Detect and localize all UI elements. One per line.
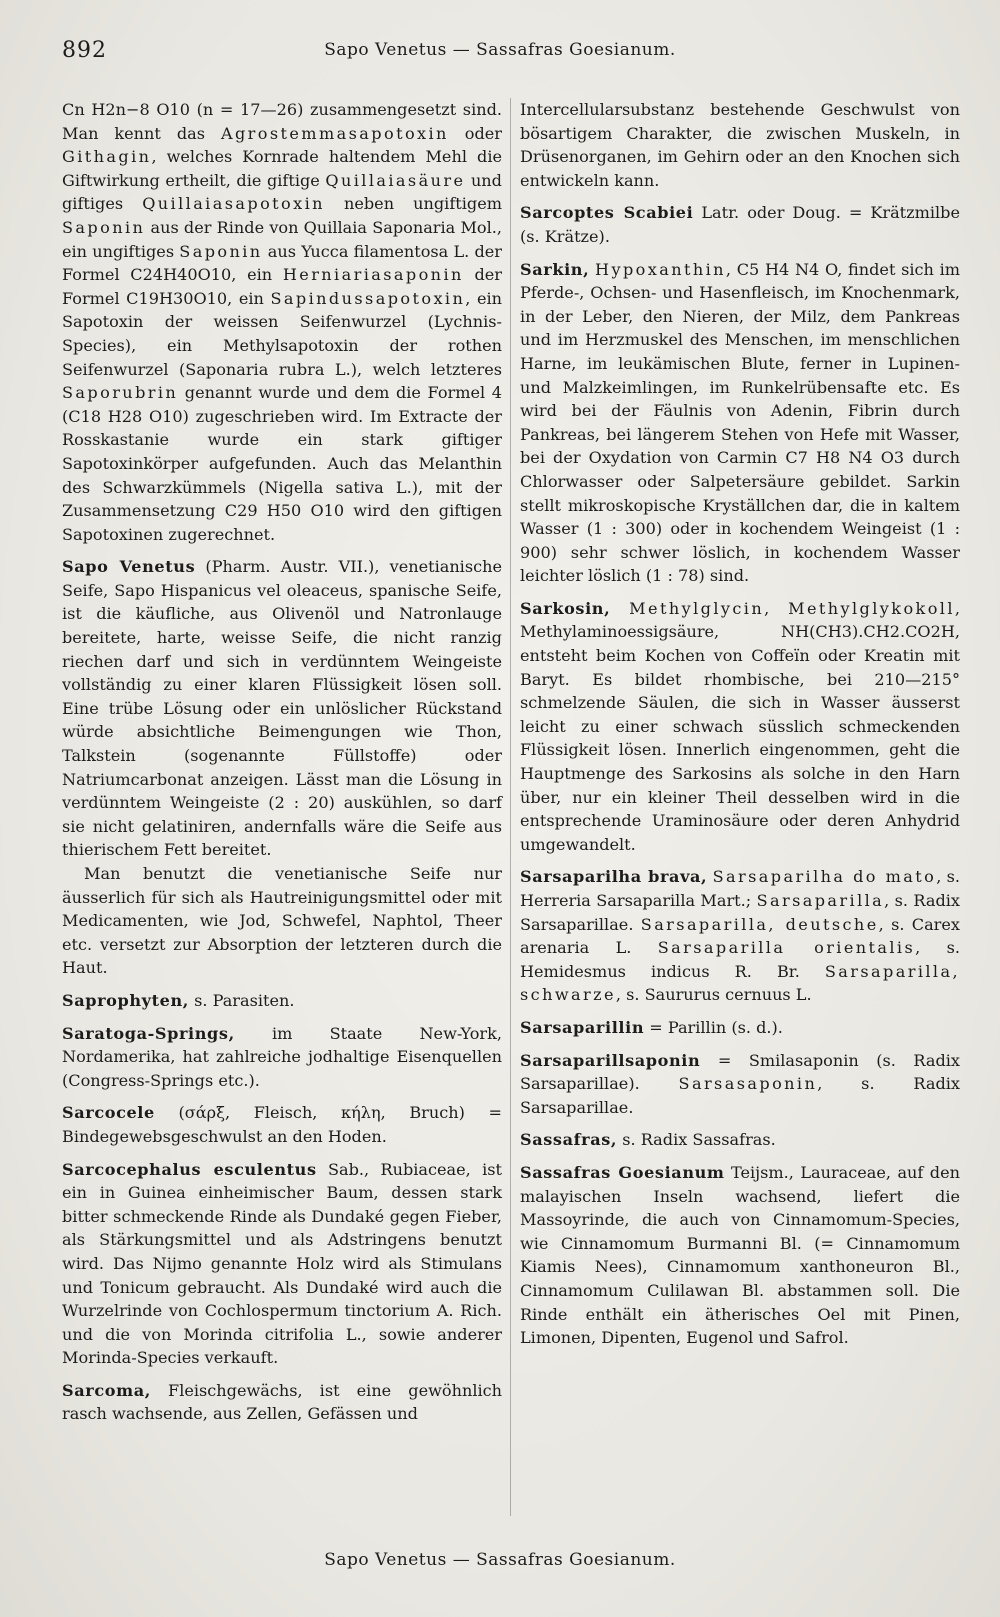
- entry-text: Teijsm., Lauraceae, auf den malayischen Inseln wachsend, liefert die Massoyrinde, die auch von Cinnamomum-Species, wie Cinnamomum Burmanni Bl. (= Cinnamomum Kiamis Nees), Cinnamomum xanthoneuron Bl., Cinnamomum Culilawan Bl. abstammen soll. Die Rinde enthält ein ätherisches Oel mit Pinen, Limonen, Dipenten, Eugenol und Safrol.: [520, 1162, 960, 1348]
- entry-headword: Sarcocephalus esculentus: [62, 1159, 317, 1179]
- text-run: aus Yucca filamentosa L. der Formel C24H40O10, ein: [62, 241, 502, 285]
- entry-headword: Sarkin,: [520, 259, 590, 279]
- entry-saratoga-springs: [62, 1022, 502, 1093]
- spaced-term: Saponin: [179, 241, 263, 261]
- entry-sassafras-goesianum: [520, 1161, 960, 1350]
- text-run: , s. Saururus cernuus L.: [615, 985, 812, 1005]
- entry-headword: Saratoga-Springs,: [62, 1023, 235, 1043]
- spaced-term: Sarsaparilla orientalis: [657, 938, 916, 958]
- entry-sassafras: [520, 1128, 960, 1152]
- spaced-term: Methylglykokoll: [788, 598, 955, 618]
- entry-sarcocele: [62, 1101, 502, 1148]
- spaced-term: Agrostemmasapotoxin: [220, 123, 449, 143]
- spaced-term: Sarsaparilla: [756, 891, 885, 910]
- page-number: 892: [62, 38, 107, 63]
- entry-sarsaparillin: [520, 1016, 960, 1040]
- text-run: = Smilasaponin (s. Radix Sarsaparillae).: [520, 1050, 960, 1094]
- spaced-term: Sarsaparilha do mato: [712, 867, 937, 887]
- text-run: aus der Rinde von Quillaia Saponaria Mol., ein ungiftiges: [62, 217, 502, 261]
- text-run: , ein Sapotoxin der weissen Seifenwurzel (Lychnis-Species), ein Methylsapotoxin der rothen Seifenwurzel (Saponaria rubra L.), welch letzteres: [62, 288, 502, 379]
- text-run: Cn H2n−8 O10 (n = 17—26) zusammengesetzt sind. Man kennt das: [62, 100, 502, 143]
- entry-sarcoma: [62, 1379, 502, 1426]
- entry-sarsaparillsaponin: [520, 1049, 960, 1120]
- entry-sarkin: [520, 258, 960, 588]
- spaced-term: Herniariasaponin: [282, 265, 464, 285]
- entry-sarsaparilha-brava: [520, 865, 960, 1007]
- entry-headword: Sapo Venetus: [62, 557, 196, 577]
- left-column: [62, 98, 502, 1426]
- spaced-term: Githagin: [62, 147, 152, 167]
- spaced-term: Sarsaparilla, schwarze: [520, 961, 960, 1005]
- entry-sarkosin: [520, 597, 960, 857]
- spaced-term: Sarsaparilla, deutsche: [640, 914, 879, 934]
- entry-text: , Methylaminoessigsäure, NH(CH3).CH2.CO2H, entsteht beim Kochen von Coffeïn oder Kreatin mit Baryt. Es bildet rhombische, bei 210—215° schmelzende Säulen, die sich in Wasser äusserst leicht zu einer schwach süsslich schmeckenden Flüssigkeit lösen. Innerlich eingenommen, geht die Hauptmenge des Sarkosins als solche in den Harn über, nur ein kleiner Theil desselben wird in die entsprechende Uraminosäure oder deren Anhydrid umgewandelt.: [520, 598, 960, 854]
- spaced-term: Quillaiasäure: [325, 170, 466, 190]
- column-divider: [510, 98, 511, 1516]
- spaced-term: Quillaiasapotoxin: [142, 194, 325, 214]
- entry-headword: Sarkosin,: [520, 598, 611, 618]
- entry-headword: Sarsaparillin: [520, 1017, 645, 1037]
- entry-headword: Sassafras,: [520, 1130, 618, 1150]
- spaced-term: Methylglycin: [629, 598, 765, 618]
- entry-sapo-venetus: [62, 555, 502, 862]
- text-run: neben ungiftigem: [324, 194, 502, 214]
- entry-text: (Pharm. Austr. VII.), venetianische Seife, Sapo Hispanicus vel oleaceus, spanische Seife, ist die käufliche, aus Olivenöl und Natronlauge bereitete, harte, weisse Seife, die nicht ranzig riechen darf und sich in verdünntem Weingeiste vollständig zu einer klaren Flüssigkeit lösen soll. Eine trübe Lösung oder ein unlöslicher Rückstand würde absichtliche Beimengungen wie Thon, Talkstein (sogenannte Füllstoffe) oder Natriumcarbonat anzeigen. Lässt man die Lösung in verdünntem Weingeiste (2 : 20) auskühlen, so darf sie nicht gelatiniren, andernfalls wäre die Seife aus thierischem Fett bereitet.: [62, 557, 502, 860]
- entry-text: Fleischgewächs, ist eine gewöhnlich rasch wachsende, aus Zellen, Gefässen und: [62, 1380, 502, 1424]
- spaced-term: Sapindussapotoxin: [270, 288, 466, 308]
- entry-headword: Sarcoma,: [62, 1380, 151, 1400]
- entry-text: s. Radix Sassafras.: [617, 1130, 776, 1150]
- text-run: genannt wurde und dem die Formel 4 (C18 H28 O10) zugeschrieben wird. Im Extracte der Rosskastanie wurde ein stark giftiger Sapotoxinkörper aufgefunden. Auch das Melanthin des Schwarzkümmels (Nigella sativa L.), mit der Zusammensetzung C29 H50 O10 wird den giftigen Sapotoxinen zugerechnet.: [62, 383, 502, 544]
- entry-text: , C5 H4 N4 O, findet sich im Pferde-, Ochsen- und Hasenfleisch, im Knochenmark, in der Leber, den Nieren, der Milz, dem Pankreas und im Herzmuskel des Menschen, im menschlichen Harne, im leukämischen Blute, ferner in Lupinen- und Malzkeimlingen, im Runkelrübensafte etc. Es wird bei der Fäulnis von Adenin, Fibrin durch Pankreas, bei längerem Stehen von Hefe mit Wasser, bei der Oxydation von Carmin C7 H8 N4 O3 durch Chlorwasser oder Salpetersäure gebildet. Sarkin stellt mikroskopische Kryställchen dar, die in kaltem Wasser (1 : 300) oder in kochendem Weingeist (1 : 900) sehr schwer löslich, in kochendem Wasser leichter löslich (1 : 78) sind.: [520, 259, 960, 586]
- running-head: Sapo Venetus — Sassafras Goesianum.: [324, 40, 676, 60]
- spaced-term: Sarsasaponin: [678, 1074, 818, 1094]
- entry-text: Sab., Rubiaceae, ist ein in Guinea einheimischer Baum, dessen stark bitter schmeckende Rinde als Dundaké gegen Fieber, als Stärkungsmittel und als Adstringens benutzt wird. Das Nijmo genannte Holz wird als Stimulans und Tonicum gebraucht. Als Dundaké wird auch die Wurzelrinde von Cochlospermum tinctorium A. Rich. und die von Morinda citrifolia L., sowie anderer Morinda-Species verkauft.: [62, 1159, 502, 1368]
- entry-headword: Sarsaparilha brava,: [520, 867, 708, 887]
- entry-text: Latr. oder Doug. = Krätzmilbe (s. Krätze).: [520, 203, 960, 246]
- text-run: , s. Hemidesmus indicus R. Br.: [520, 938, 960, 981]
- sarcoma-continuation: Intercellularsubstanz bestehende Geschwulst von bösartigem Charakter, die zwischen Muskeln, in Drüsenorganen, im Gehirn oder an den Knochen sich entwickeln kann.: [520, 100, 960, 190]
- entry-text: s. Parasiten.: [189, 990, 295, 1010]
- entry-text: im Staate New-York, Nordamerika, hat zahlreiche jodhaltige Eisenquellen (Congress-Springs etc.).: [62, 1023, 502, 1090]
- entry-saprophyten: [62, 989, 502, 1013]
- saponin-continuation-paragraph: [62, 98, 502, 546]
- running-foot: Sapo Venetus — Sassafras Goesianum.: [324, 1550, 676, 1570]
- entry-sapo-venetus-usage: Man benutzt die venetianische Seife nur äusserlich für sich als Hautreinigungsmittel oder mit Medicamenten, wie Jod, Schwefel, Naphtol, Theer etc. versetzt zur Absorption der letzteren durch die Haut.: [62, 864, 502, 978]
- text-run: , s. Radix Sarsaparillae.: [520, 1074, 960, 1117]
- text-run: , s. Carex arenaria L.: [520, 914, 960, 958]
- spaced-term: Saporubrin: [62, 383, 179, 403]
- entry-sarcocephalus: [62, 1158, 502, 1370]
- entry-text: (σάρξ, Fleisch, κήλη, Bruch) = Bindegewebsgeschwulst an den Hoden.: [62, 1103, 502, 1146]
- entry-text: = Parillin (s. d.).: [644, 1017, 783, 1037]
- entry-headword: Sassafras Goesianum: [520, 1162, 725, 1182]
- spaced-term: Saponin: [62, 217, 146, 237]
- spaced-term: Hypoxanthin: [595, 259, 726, 279]
- text-run: ,: [764, 598, 789, 618]
- text-run: , welches Kornrade haltendem Mehl die Giftwirkung ertheilt, die giftige: [62, 147, 502, 190]
- text-run: , s. Radix Sarsaparillae.: [520, 891, 960, 934]
- entry-headword: Saprophyten,: [62, 990, 189, 1010]
- text-run: , s. Herreria Sarsaparilla Mart.;: [520, 867, 960, 910]
- right-column: [520, 98, 960, 1350]
- text-run: und giftiges: [62, 170, 502, 214]
- entry-headword: Sarcocele: [62, 1103, 155, 1123]
- entry-sarcoptes-scabiei: [520, 201, 960, 248]
- entry-headword: Sarcoptes Scabiei: [520, 203, 694, 223]
- text-run: oder: [448, 123, 502, 143]
- entry-headword: Sarsaparillsaponin: [520, 1050, 701, 1070]
- text-run: der Formel C19H30O10, ein: [62, 265, 502, 308]
